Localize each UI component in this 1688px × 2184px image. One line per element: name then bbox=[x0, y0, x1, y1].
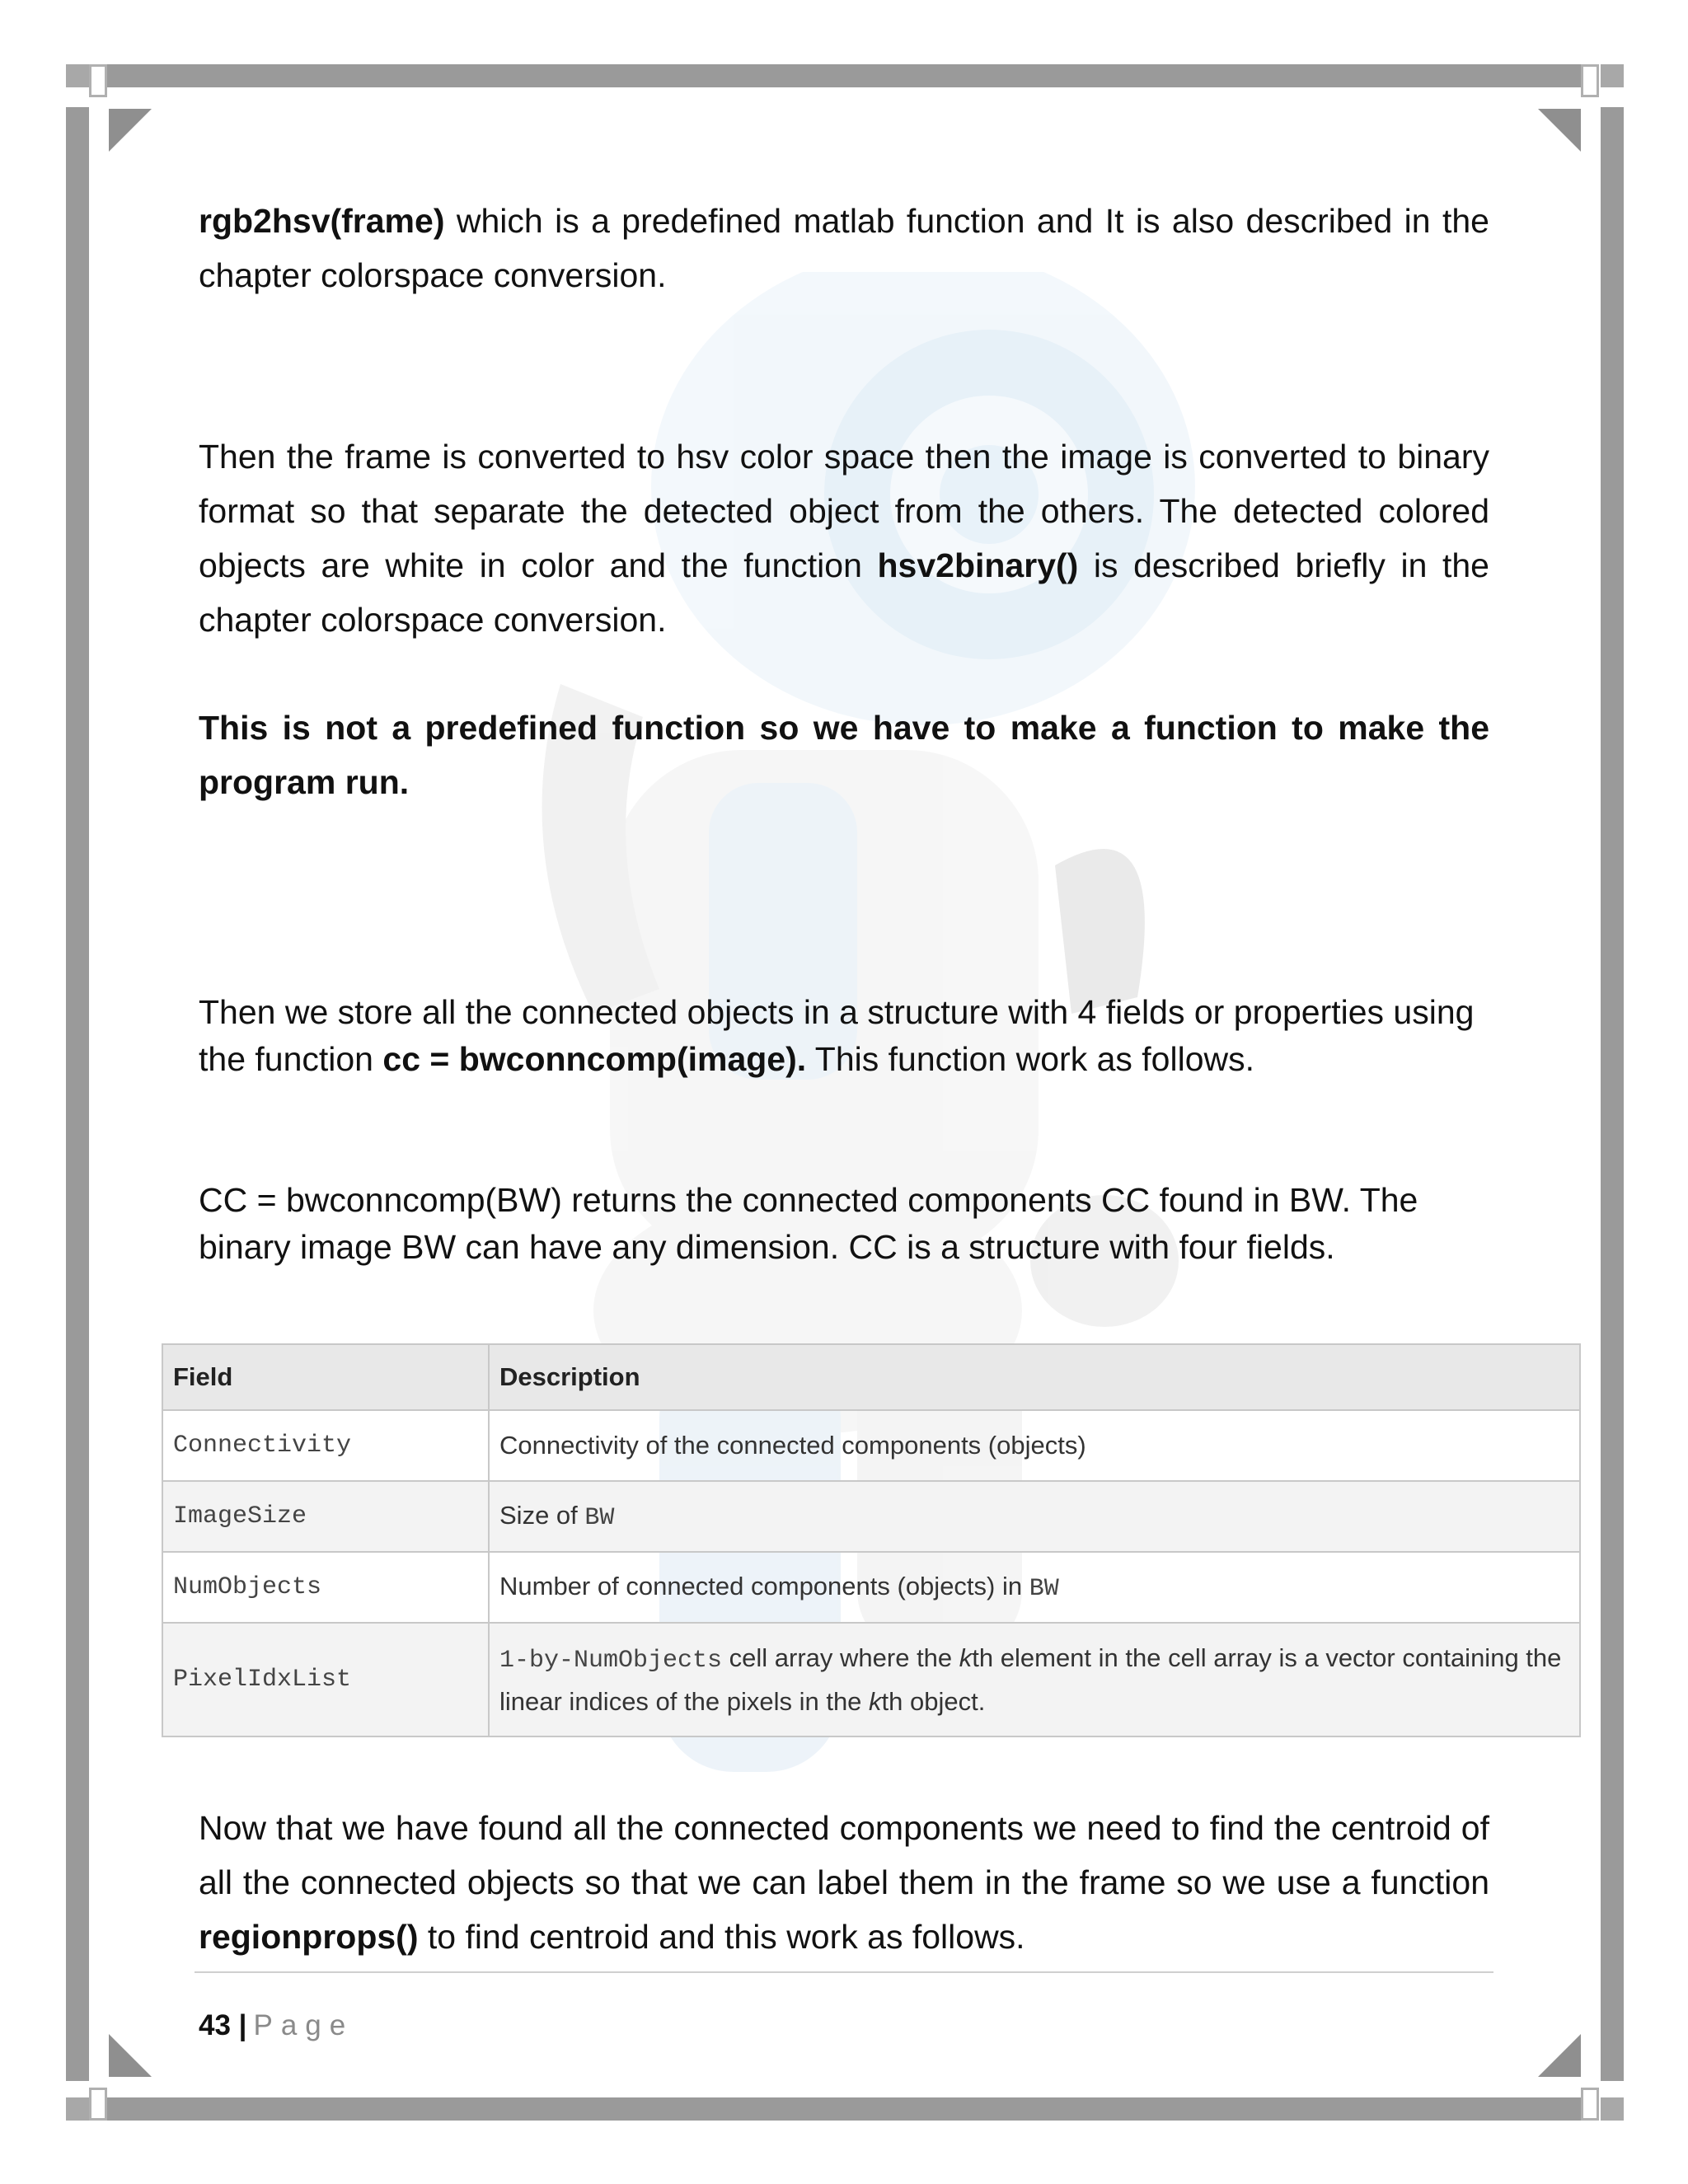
table-row bbox=[162, 1410, 1580, 1481]
description-text: th element in the cell array is a vector containing the linear indices of the pixels in the bbox=[499, 1643, 1562, 1716]
paragraph-bwconncomp-description bbox=[199, 1177, 1489, 1271]
corner-outline-tl bbox=[89, 64, 107, 97]
corner-square-tl bbox=[66, 64, 89, 87]
paragraph-text: This function work as follows. bbox=[806, 1040, 1254, 1078]
table-cell-field: ImageSize bbox=[162, 1481, 489, 1552]
table-header-row bbox=[162, 1344, 1580, 1410]
page-label: Page bbox=[253, 2009, 354, 2041]
frame-left-bar bbox=[66, 107, 89, 2081]
description-code: 1-by-NumObjects bbox=[499, 1646, 723, 1675]
table-cell-description bbox=[489, 1552, 1580, 1623]
note-text: This is not a predefined function so we have to make a function to make the program run. bbox=[199, 709, 1489, 801]
page-footer bbox=[199, 2009, 354, 2042]
frame-bottom-bar bbox=[107, 2097, 1581, 2121]
paragraph-text: to find centroid and this work as follows. bbox=[418, 1918, 1025, 1956]
paragraph-text: CC = bwconncomp(BW) returns the connected components CC found in BW. The binary image BW can have any dimension. CC is a structure with four fields. bbox=[199, 1181, 1418, 1266]
corner-outline-br bbox=[1581, 2088, 1599, 2121]
description-text: Size of bbox=[499, 1501, 585, 1530]
table-cell-field: Connectivity bbox=[162, 1410, 489, 1481]
paragraph-text: which is a predefined matlab function and It is also described in the chapter colorspace conversion. bbox=[199, 202, 1489, 294]
corner-triangle-tr bbox=[1538, 109, 1581, 152]
footer-separator: | bbox=[238, 2009, 247, 2041]
footer-divider bbox=[195, 1971, 1493, 1973]
paragraph-bwconncomp-intro bbox=[199, 989, 1489, 1083]
paragraph-rgb2hsv bbox=[199, 194, 1489, 302]
corner-square-br bbox=[1601, 2097, 1624, 2121]
paragraph-hsv-conversion bbox=[199, 429, 1489, 647]
corner-triangle-tl bbox=[109, 109, 152, 152]
function-name-bwconncomp: cc = bwconncomp(image). bbox=[382, 1040, 807, 1078]
function-name-regionprops: regionprops() bbox=[199, 1918, 419, 1956]
corner-square-tr bbox=[1601, 64, 1624, 87]
paragraph-bold-note bbox=[199, 701, 1489, 809]
page-number: 43 bbox=[199, 2009, 231, 2041]
function-name-rgb2hsv: rgb2hsv(frame) bbox=[199, 202, 445, 240]
paragraph-text: Then the frame is converted to hsv color space then the image is converted to binary format so that separate the detected object from the others. The detected colored objects are white in color and the function bbox=[199, 438, 1489, 584]
table-cell-description: Connectivity of the connected components (objects) bbox=[489, 1410, 1580, 1481]
bwconncomp-fields-table bbox=[162, 1343, 1581, 1737]
corner-triangle-br bbox=[1538, 2034, 1581, 2077]
table-row bbox=[162, 1552, 1580, 1623]
description-italic: k bbox=[869, 1686, 882, 1716]
table-cell-field: NumObjects bbox=[162, 1552, 489, 1623]
table-header-field: Field bbox=[162, 1344, 489, 1410]
corner-outline-tr bbox=[1581, 64, 1599, 97]
table-cell-field: PixelIdxList bbox=[162, 1623, 489, 1736]
frame-right-bar bbox=[1601, 107, 1624, 2081]
paragraph-regionprops bbox=[199, 1801, 1489, 1964]
description-italic: k bbox=[959, 1643, 973, 1672]
paragraph-text: Now that we have found all the connected components we need to find the centroid of all the connected objects so that we can label them in the frame so we use a function bbox=[199, 1809, 1489, 1901]
frame-top-bar bbox=[107, 64, 1581, 87]
table-cell-description bbox=[489, 1623, 1580, 1736]
corner-triangle-bl bbox=[109, 2034, 152, 2077]
corner-square-bl bbox=[66, 2097, 89, 2121]
paragraph-text: Then we store all the connected objects in a structure with 4 fields or properties using the function bbox=[199, 993, 1475, 1078]
table-cell-description bbox=[489, 1481, 1580, 1552]
description-text: th object. bbox=[881, 1686, 986, 1716]
description-text: cell array where the bbox=[722, 1643, 959, 1672]
table-row bbox=[162, 1623, 1580, 1736]
table-row bbox=[162, 1481, 1580, 1552]
description-text: Number of connected components (objects) in bbox=[499, 1572, 1029, 1601]
table-header-description: Description bbox=[489, 1344, 1580, 1410]
description-code: BW bbox=[1029, 1575, 1059, 1603]
function-name-hsv2binary: hsv2binary() bbox=[877, 546, 1079, 584]
paragraph-text: is described briefly in the chapter colorspace conversion. bbox=[199, 546, 1489, 639]
corner-outline-bl bbox=[89, 2088, 107, 2121]
description-code: BW bbox=[584, 1504, 615, 1532]
